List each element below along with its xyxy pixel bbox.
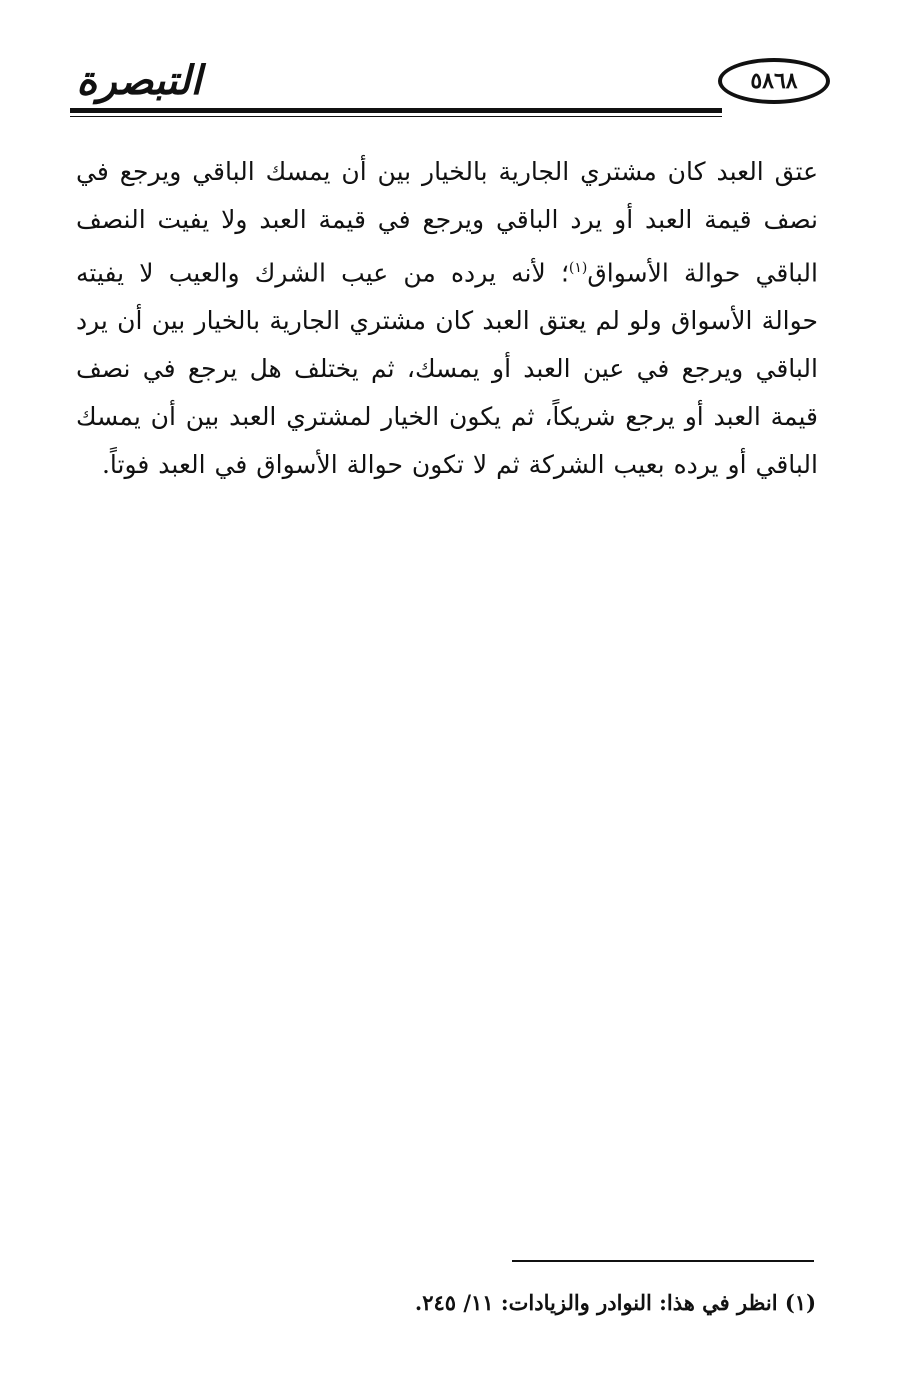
header-rule xyxy=(70,108,722,113)
paragraph-part-2: ؛ لأنه يرده من عيب الشرك والعيب لا يفيته حوالة الأسواق ولو لم يعتق العبد كان مشتري الجارية بالخيار بين أن يرد الباقي ويرجع في عين العبد أو يمسك، ثم يختلف هل يرجع في نصف قيمة العبد أو يرجع شريكاً، ثم يكون الخيار لمشتري العبد بين أن يمسك الباقي أو يرده بعيب الشركة ثم لا تكون حوالة الأسواق في العبد فوتاً. xyxy=(76,258,818,480)
page-number: ٥٨٦٨ xyxy=(750,68,798,94)
book-title: التبصرة xyxy=(76,57,202,104)
body-paragraph xyxy=(76,148,818,489)
header-rule-thin xyxy=(70,116,722,117)
paragraph-part-1: عتق العبد كان مشتري الجارية بالخيار بين أن يمسك الباقي ويرجع في نصف قيمة العبد أو يرد الباقي ويرجع في قيمة العبد ولا يفيت النصف الباقي حوالة الأسواق xyxy=(76,157,818,288)
page-header xyxy=(70,52,830,122)
body-text xyxy=(76,148,818,489)
footnote-1: (١) انظر في هذا: النوادر والزيادات: ١١/ ٢٤٥. xyxy=(414,1290,816,1315)
footnote-reference[interactable]: (١) xyxy=(568,260,588,276)
page-number-badge xyxy=(718,58,830,104)
footnote-separator xyxy=(512,1260,814,1262)
